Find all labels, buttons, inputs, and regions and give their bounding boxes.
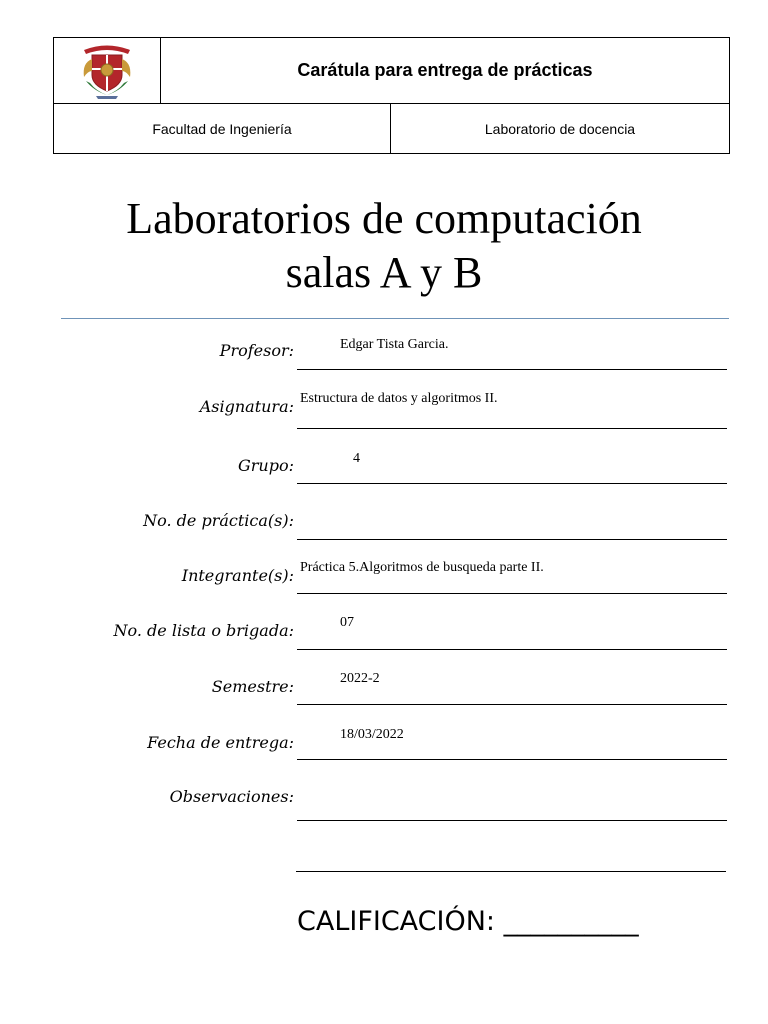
observaciones-line-2 <box>296 871 726 872</box>
lista-value: 07 <box>340 615 354 630</box>
integrantes-line <box>297 593 727 594</box>
fecha-value: 18/03/2022 <box>340 727 404 742</box>
asignatura-label: Asignatura: <box>199 397 294 416</box>
practica-line <box>297 539 727 540</box>
unam-engineering-logo <box>76 41 138 101</box>
fecha-label: Fecha de entrega: <box>147 733 294 752</box>
grupo-label: Grupo: <box>238 456 294 475</box>
header-table <box>53 37 730 154</box>
semestre-line <box>297 704 727 705</box>
semestre-label: Semestre: <box>211 677 294 696</box>
faculty-name: Facultad de Ingeniería <box>54 104 391 153</box>
page-title <box>0 192 768 300</box>
form-title: Carátula para entrega de prácticas <box>161 38 729 104</box>
profesor-line <box>297 369 727 370</box>
semestre-value: 2022-2 <box>340 671 380 686</box>
integrantes-label: Integrante(s): <box>181 566 294 585</box>
grupo-value: 4 <box>353 451 360 466</box>
observaciones-line-1 <box>297 820 727 821</box>
lista-label: No. de lista o brigada: <box>113 621 294 640</box>
grupo-line <box>297 483 727 484</box>
page-title-line-1: Laboratorios de computación <box>126 194 642 243</box>
asignatura-value: Estructura de datos y algoritmos II. <box>300 391 498 406</box>
profesor-label: Profesor: <box>219 341 294 360</box>
asignatura-line <box>297 428 727 429</box>
lista-line <box>297 649 727 650</box>
profesor-value: Edgar Tista Garcia. <box>340 337 449 352</box>
integrantes-value: Práctica 5.Algoritmos de busqueda parte II. <box>300 560 544 575</box>
fecha-line <box>297 759 727 760</box>
observaciones-label: Observaciones: <box>169 787 294 806</box>
logo-cell <box>54 38 161 104</box>
page-title-line-2: salas A y B <box>285 248 483 297</box>
practica-label: No. de práctica(s): <box>143 511 294 530</box>
title-divider <box>61 318 729 319</box>
lab-name: Laboratorio de docencia <box>484 120 636 137</box>
calificacion-label: CALIFICACIÓN: __________ <box>297 906 639 937</box>
